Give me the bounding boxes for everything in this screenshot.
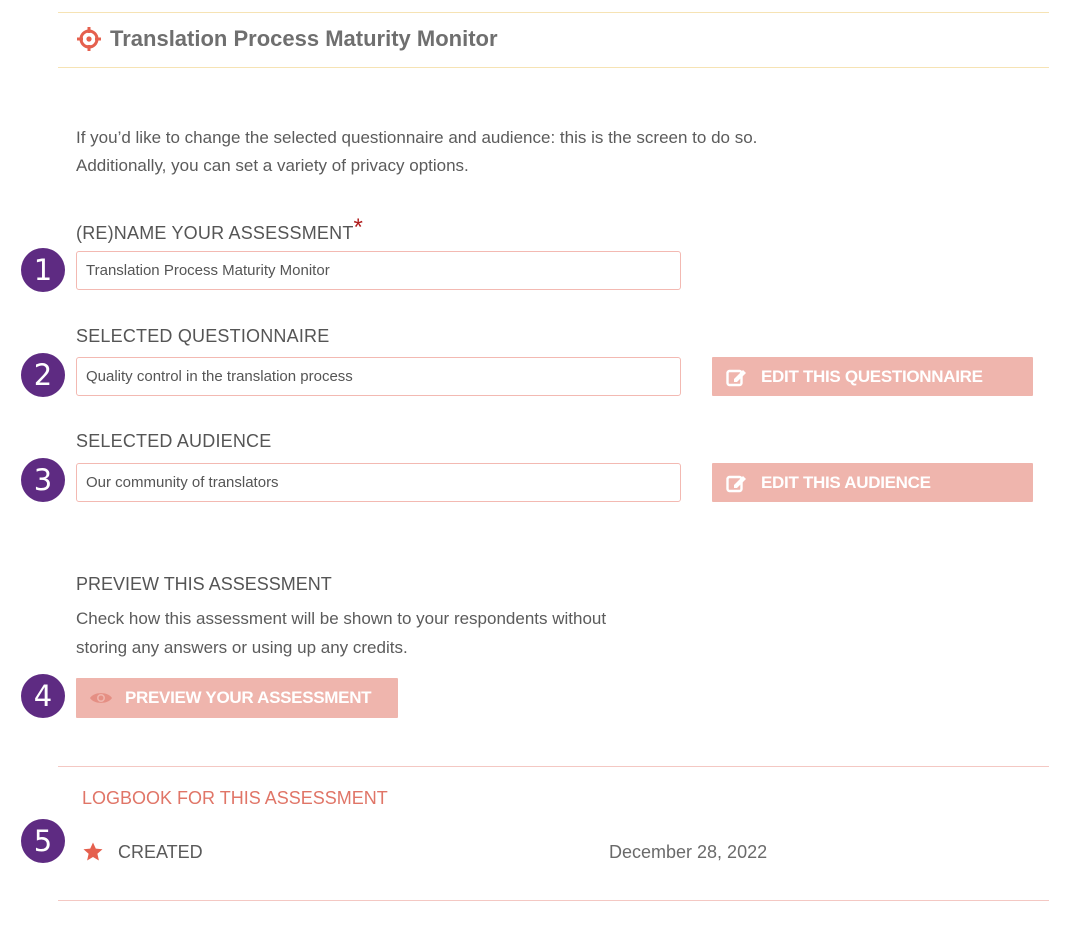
edit-icon [712,472,761,494]
edit-questionnaire-button[interactable] [712,357,1033,396]
preview-text-line-2: storing any answers or using up any credits. [76,638,408,657]
assessment-name-input[interactable] [76,251,681,290]
crosshair-icon [76,26,102,52]
audience-label: SELECTED AUDIENCE [76,431,272,451]
preview-text-line-1: Check how this assessment will be shown to your respondents without [76,609,607,628]
edit-icon [712,366,761,388]
logbook-top-divider [58,766,1049,767]
questionnaire-label: SELECTED QUESTIONNAIRE [76,326,330,346]
logbook-entry [82,838,842,866]
audience-field[interactable] [76,463,681,502]
eye-icon [76,690,125,706]
edit-audience-label: EDIT THIS AUDIENCE [761,472,931,492]
logbook-title: LOGBOOK FOR THIS ASSESSMENT [82,788,388,808]
page-title: Translation Process Maturity Monitor [110,26,498,51]
intro-text [76,124,936,180]
preview-title: PREVIEW THIS ASSESSMENT [76,574,332,594]
star-icon [82,841,104,863]
preview-button-label: PREVIEW YOUR ASSESSMENT [125,688,372,707]
rename-label-text: (RE)NAME YOUR ASSESSMENT [76,223,354,243]
step-badge-2: 2 [21,353,65,397]
intro-line-1: If you’d like to change the selected questionnaire and audience: this is the screen to do so. [76,128,758,147]
step-badge-5: 5 [21,819,65,863]
step-badge-4: 4 [21,674,65,718]
preview-assessment-button[interactable] [76,678,398,718]
preview-description [76,604,716,662]
header-divider [58,67,1049,68]
step-badge-1: 1 [21,248,65,292]
rename-label [76,214,364,246]
logbook-date: December 28, 2022 [609,841,768,862]
questionnaire-field[interactable] [76,357,681,396]
top-divider [58,12,1049,13]
intro-line-2: Additionally, you can set a variety of privacy options. [76,156,469,175]
logbook-event: CREATED [118,841,203,862]
edit-questionnaire-label: EDIT THIS QUESTIONNAIRE [761,366,983,386]
page-header [76,22,498,56]
step-badge-3: 3 [21,458,65,502]
edit-audience-button[interactable] [712,463,1033,502]
logbook-bottom-divider [58,900,1049,901]
required-marker: * [353,214,364,241]
